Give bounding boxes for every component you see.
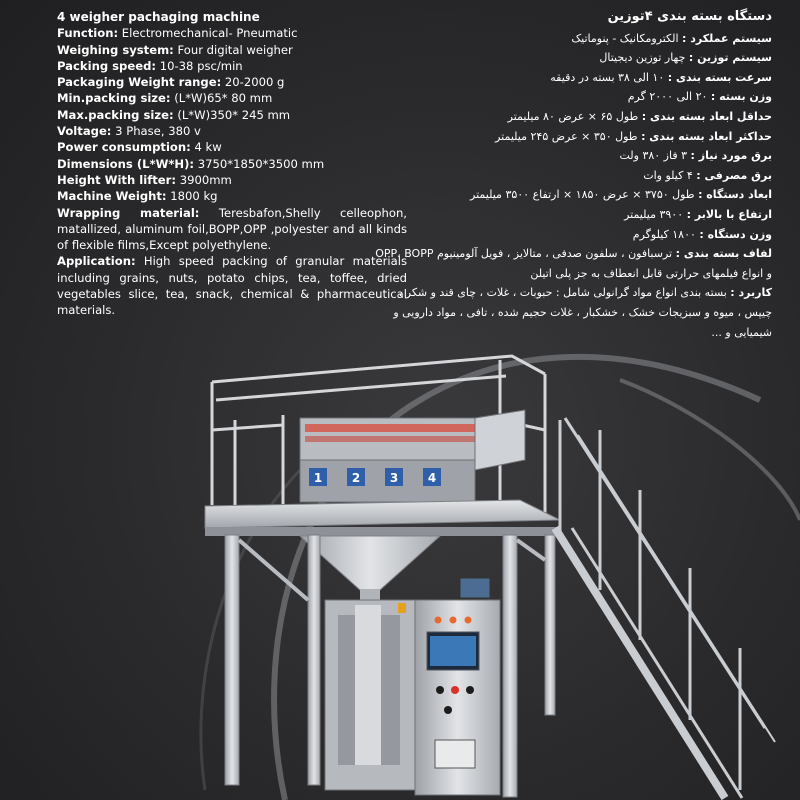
platform [205,500,560,536]
weigher-head [300,410,525,502]
persian-spec-value: ۴ کیلو وات [643,168,697,182]
persian-spec-label: سیستم عملکرد : [682,31,772,45]
persian-spec-value: الکترومکانیک - پنوماتیک [571,31,683,45]
persian-spec-label: ابعاد دستگاه : [698,188,772,202]
persian-title: دستگاه بسته بندی ۴توزین [607,9,772,24]
persian-spec-value: ۳ فاز ۳۸۰ ولت [619,149,691,163]
persian-spec-value: ترسبافون ، سلفون صدفی ، متالایز ، فویل آلومینیوم OPP، BOPP و انواع فیلمهای حرارتی قابل انعطاف به جز پلی اتیلن [375,247,772,280]
english-spec-label: Max.packing size: [57,107,174,122]
english-spec-value: 20-2000 g [221,75,285,90]
english-title: 4 weigher pachaging machine [57,10,260,24]
persian-spec-label: کاربرد : [730,286,772,300]
english-spec-label: Voltage: [57,124,112,139]
persian-spec-value: ۳۹۰۰ میلیمتر [624,207,687,221]
persian-spec-value: ۲۰ الی ۲۰۰۰ گرم [627,90,711,104]
persian-spec-label: ارتفاع با بالابر : [686,207,772,221]
vffs-body [325,578,500,795]
persian-spec-label: وزن بسته : [710,90,772,104]
english-spec-label: Wrapping material: [57,205,200,220]
english-spec-label: Height With lifter: [57,172,177,187]
english-spec-value: (L*W)65* 80 mm [170,91,273,106]
english-spec-value: High speed packing of granular materials including grains, nuts, potato chips, tea, toffee, dried vegetables slice, tea, snack, chemical & pharmaceutical materials. [57,254,407,318]
english-spec-value: 1800 kg [166,189,218,204]
persian-spec-label: لفاف بسته بندی : [675,247,772,261]
english-spec-value: 10-38 psc/min [156,58,243,73]
english-spec-value: (L*W)350* 245 mm [173,107,291,122]
english-spec-label: Machine Weight: [57,189,167,204]
hopper-number: 4 [427,471,437,485]
persian-spec-value: ۱۸۰۰ کیلوگرم [632,227,700,241]
english-spec-label: Min.packing size: [57,91,171,106]
hopper-number: 1 [313,471,323,485]
persian-spec-value: چهار توزین دیجیتال [599,51,689,65]
english-spec-label: Power consumption: [57,140,191,155]
english-spec-label: Packaging Weight range: [57,75,222,90]
english-spec-value: 3750*1850*3500 mm [194,156,325,171]
persian-spec-label: حداکثر ابعاد بسته بندی : [641,129,772,143]
persian-spec-label: وزن دستگاه : [699,227,772,241]
persian-spec-label: برق مورد نیاز : [690,149,772,163]
english-spec-label: Function: [57,26,119,41]
persian-spec-label: برق مصرفی : [696,168,772,182]
persian-spec-label: حداقل ابعاد بسته بندی : [641,109,772,123]
persian-spec-label: سرعت بسته بندی : [667,70,772,84]
english-spec-label: Application: [57,254,136,269]
english-spec-label: Weighing system: [57,42,174,57]
english-spec-value: Electromechanical- Pneumatic [118,26,298,41]
english-spec-value: 3900mm [176,172,232,187]
access-stairs [555,418,775,798]
persian-spec-value: طول ۶۵ × عرض ۸۰ میلیمتر [507,109,642,123]
english-spec-label: Dimensions (L*W*H): [57,156,195,171]
hopper-funnel [300,536,440,590]
persian-spec-value: ۱۰ الی ۳۸ بسته در دقیقه [550,70,668,84]
persian-spec-value: طول ۳۵۰ × عرض ۲۴۵ میلیمتر [495,129,642,143]
english-spec-value: Teresbafon,Shelly celleophon, matallized, aluminum foil,BOPP,OPP ,polyester and all kinds of flexible films,Except polyethylene. [57,205,407,253]
english-spec-value: 3 Phase, 380 v [111,124,201,139]
english-spec-value: 4 kw [190,140,222,155]
hopper-number: 2 [351,471,361,485]
english-spec-value: Four digital weigher [173,42,293,57]
persian-spec-label: سیستم توزین : [688,51,772,65]
hopper-number: 3 [389,471,399,485]
persian-spec-value: طول ۳۷۵۰ × عرض ۱۸۵۰ × ارتفاع ۳۵۰۰ میلیمتر [470,188,699,202]
english-spec-label: Packing speed: [57,58,157,73]
persian-spec-value: بسته بندی انواع مواد گرانولی شامل : حبوبات ، غلات ، چای قند و شکر ، چیپس ، میوه و سبزیجات خشک ، خشکبار ، غلات حجیم شده ، تافی ، مواد دارویی و شیمیایی و ... [393,286,772,339]
